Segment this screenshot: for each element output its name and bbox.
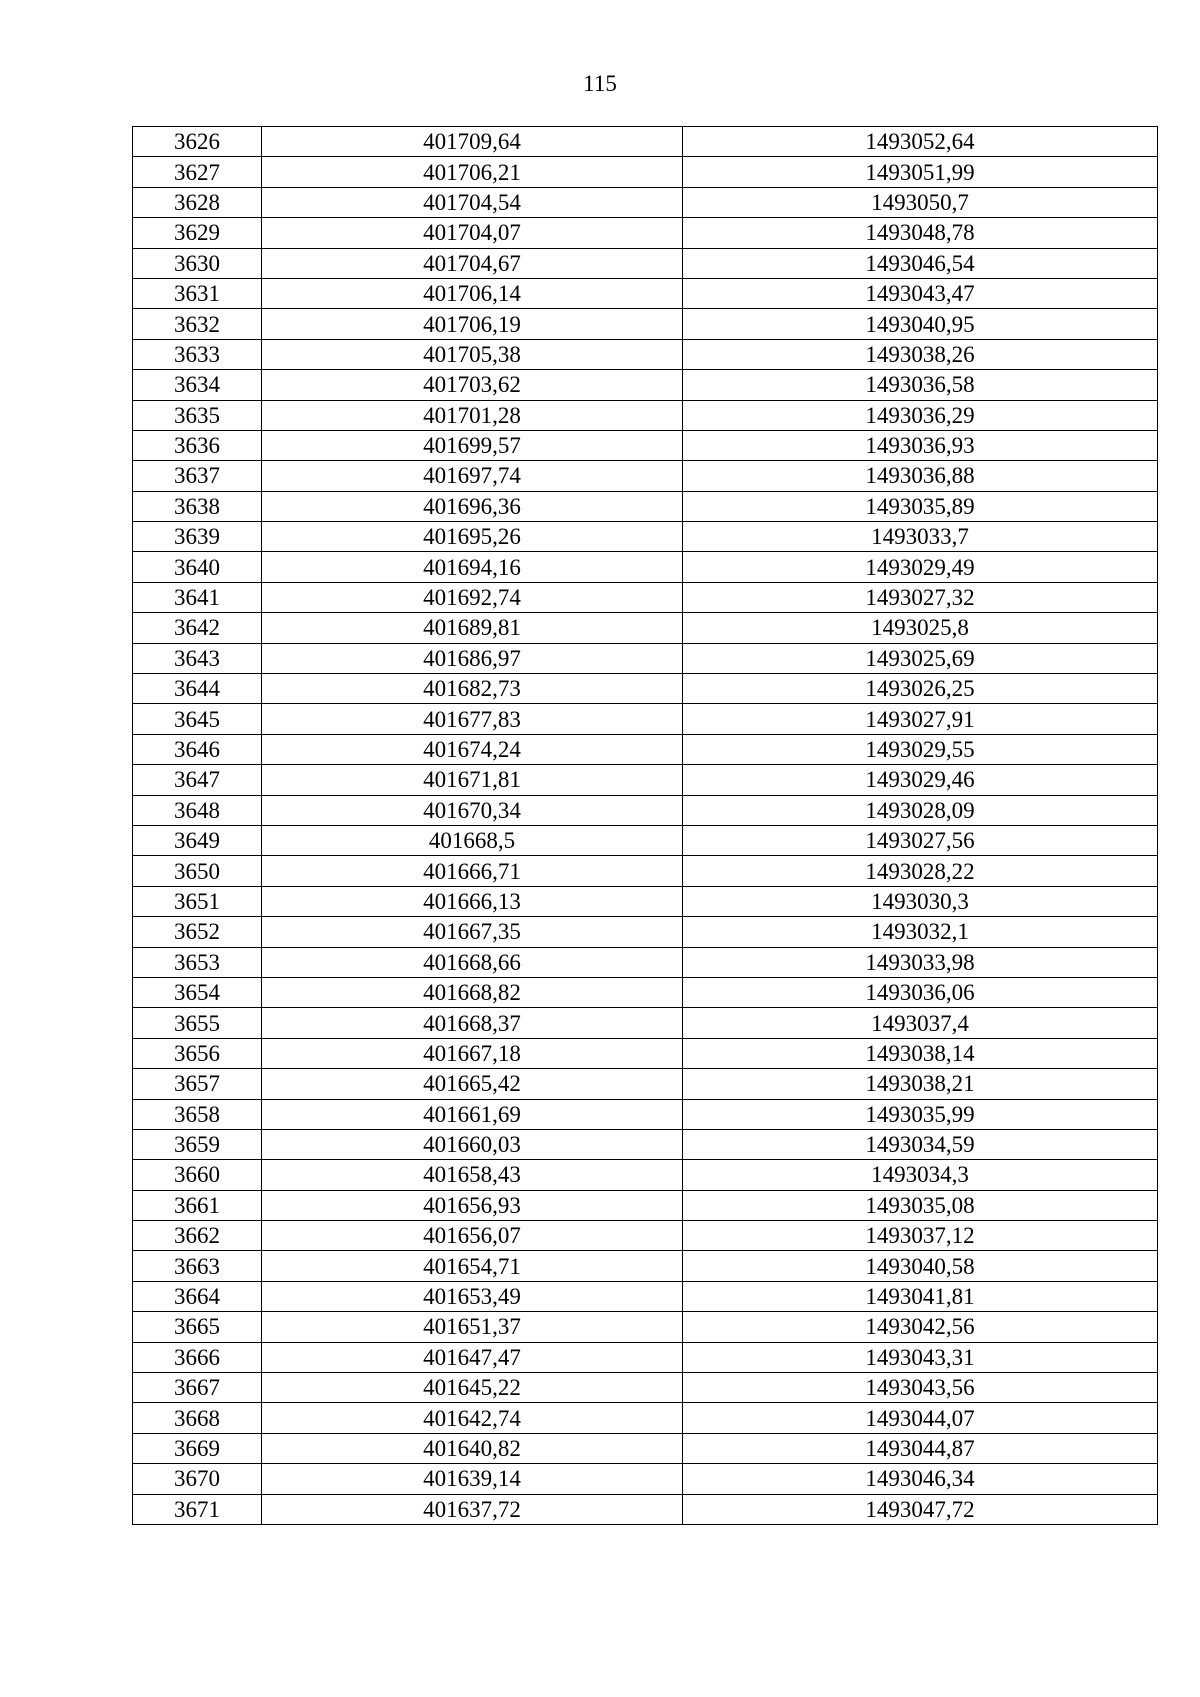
point-number-cell: 3640	[133, 552, 262, 582]
x-coordinate-cell: 401668,37	[262, 1008, 683, 1038]
x-coordinate-cell: 401651,37	[262, 1312, 683, 1342]
x-coordinate-cell: 401666,13	[262, 886, 683, 916]
point-number-cell: 3660	[133, 1160, 262, 1190]
x-coordinate-cell: 401654,71	[262, 1251, 683, 1281]
point-number-cell: 3631	[133, 278, 262, 308]
x-coordinate-cell: 401642,74	[262, 1403, 683, 1433]
point-number-cell: 3650	[133, 856, 262, 886]
table-row	[133, 1069, 1158, 1099]
point-number-cell: 3654	[133, 977, 262, 1007]
x-coordinate-cell: 401656,07	[262, 1221, 683, 1251]
y-coordinate-cell: 1493032,1	[683, 917, 1158, 947]
x-coordinate-cell: 401701,28	[262, 400, 683, 430]
y-coordinate-cell: 1493026,25	[683, 674, 1158, 704]
point-number-cell: 3646	[133, 734, 262, 764]
y-coordinate-cell: 1493030,3	[683, 886, 1158, 916]
table-row	[133, 1008, 1158, 1038]
y-coordinate-cell: 1493047,72	[683, 1494, 1158, 1524]
point-number-cell: 3658	[133, 1099, 262, 1129]
y-coordinate-cell: 1493043,56	[683, 1373, 1158, 1403]
y-coordinate-cell: 1493036,93	[683, 430, 1158, 460]
x-coordinate-cell: 401667,18	[262, 1038, 683, 1068]
table-row	[133, 886, 1158, 916]
x-coordinate-cell: 401694,16	[262, 552, 683, 582]
point-number-cell: 3628	[133, 187, 262, 217]
table-row	[133, 1251, 1158, 1281]
x-coordinate-cell: 401696,36	[262, 491, 683, 521]
point-number-cell: 3649	[133, 825, 262, 855]
x-coordinate-cell: 401703,62	[262, 370, 683, 400]
table-row	[133, 704, 1158, 734]
x-coordinate-cell: 401645,22	[262, 1373, 683, 1403]
x-coordinate-cell: 401670,34	[262, 795, 683, 825]
table-row	[133, 522, 1158, 552]
point-number-cell: 3648	[133, 795, 262, 825]
table-row	[133, 613, 1158, 643]
point-number-cell: 3644	[133, 674, 262, 704]
y-coordinate-cell: 1493035,89	[683, 491, 1158, 521]
y-coordinate-cell: 1493033,7	[683, 522, 1158, 552]
y-coordinate-cell: 1493052,64	[683, 127, 1158, 157]
x-coordinate-cell: 401658,43	[262, 1160, 683, 1190]
y-coordinate-cell: 1493043,47	[683, 278, 1158, 308]
table-row	[133, 1494, 1158, 1524]
y-coordinate-cell: 1493044,87	[683, 1433, 1158, 1463]
table-row	[133, 400, 1158, 430]
y-coordinate-cell: 1493051,99	[683, 157, 1158, 187]
table-row	[133, 825, 1158, 855]
y-coordinate-cell: 1493042,56	[683, 1312, 1158, 1342]
point-number-cell: 3635	[133, 400, 262, 430]
point-number-cell: 3656	[133, 1038, 262, 1068]
y-coordinate-cell: 1493035,99	[683, 1099, 1158, 1129]
x-coordinate-cell: 401699,57	[262, 430, 683, 460]
x-coordinate-cell: 401706,19	[262, 309, 683, 339]
y-coordinate-cell: 1493034,59	[683, 1129, 1158, 1159]
y-coordinate-cell: 1493029,49	[683, 552, 1158, 582]
y-coordinate-cell: 1493044,07	[683, 1403, 1158, 1433]
point-number-cell: 3629	[133, 218, 262, 248]
point-number-cell: 3652	[133, 917, 262, 947]
x-coordinate-cell: 401689,81	[262, 613, 683, 643]
x-coordinate-cell: 401704,67	[262, 248, 683, 278]
x-coordinate-cell: 401704,07	[262, 218, 683, 248]
table-row	[133, 370, 1158, 400]
point-number-cell: 3655	[133, 1008, 262, 1038]
x-coordinate-cell: 401706,21	[262, 157, 683, 187]
x-coordinate-cell: 401668,66	[262, 947, 683, 977]
point-number-cell: 3657	[133, 1069, 262, 1099]
table-row	[133, 582, 1158, 612]
point-number-cell: 3632	[133, 309, 262, 339]
point-number-cell: 3647	[133, 765, 262, 795]
table-row	[133, 278, 1158, 308]
point-number-cell: 3665	[133, 1312, 262, 1342]
table-row	[133, 491, 1158, 521]
y-coordinate-cell: 1493038,26	[683, 339, 1158, 369]
table-row	[133, 187, 1158, 217]
table-row	[133, 430, 1158, 460]
table-row	[133, 1038, 1158, 1068]
point-number-cell: 3667	[133, 1373, 262, 1403]
x-coordinate-cell: 401647,47	[262, 1342, 683, 1372]
table-row	[133, 1129, 1158, 1159]
x-coordinate-cell: 401667,35	[262, 917, 683, 947]
point-number-cell: 3641	[133, 582, 262, 612]
x-coordinate-cell: 401709,64	[262, 127, 683, 157]
table-row	[133, 248, 1158, 278]
y-coordinate-cell: 1493034,3	[683, 1160, 1158, 1190]
x-coordinate-cell: 401671,81	[262, 765, 683, 795]
x-coordinate-cell: 401677,83	[262, 704, 683, 734]
point-number-cell: 3668	[133, 1403, 262, 1433]
x-coordinate-cell: 401704,54	[262, 187, 683, 217]
point-number-cell: 3627	[133, 157, 262, 187]
table-row	[133, 1342, 1158, 1372]
y-coordinate-cell: 1493037,4	[683, 1008, 1158, 1038]
y-coordinate-cell: 1493038,21	[683, 1069, 1158, 1099]
y-coordinate-cell: 1493040,95	[683, 309, 1158, 339]
y-coordinate-cell: 1493038,14	[683, 1038, 1158, 1068]
point-number-cell: 3663	[133, 1251, 262, 1281]
table-row	[133, 339, 1158, 369]
y-coordinate-cell: 1493025,8	[683, 613, 1158, 643]
point-number-cell: 3637	[133, 461, 262, 491]
x-coordinate-cell: 401668,82	[262, 977, 683, 1007]
table-row	[133, 127, 1158, 157]
point-number-cell: 3638	[133, 491, 262, 521]
point-number-cell: 3626	[133, 127, 262, 157]
x-coordinate-cell: 401697,74	[262, 461, 683, 491]
y-coordinate-cell: 1493041,81	[683, 1281, 1158, 1311]
table-row	[133, 1433, 1158, 1463]
x-coordinate-cell: 401661,69	[262, 1099, 683, 1129]
x-coordinate-cell: 401656,93	[262, 1190, 683, 1220]
point-number-cell: 3636	[133, 430, 262, 460]
coordinates-table-body	[133, 127, 1158, 1525]
table-row	[133, 461, 1158, 491]
table-row	[133, 1281, 1158, 1311]
x-coordinate-cell: 401695,26	[262, 522, 683, 552]
point-number-cell: 3642	[133, 613, 262, 643]
y-coordinate-cell: 1493040,58	[683, 1251, 1158, 1281]
table-row	[133, 977, 1158, 1007]
table-row	[133, 552, 1158, 582]
y-coordinate-cell: 1493027,32	[683, 582, 1158, 612]
x-coordinate-cell: 401660,03	[262, 1129, 683, 1159]
point-number-cell: 3659	[133, 1129, 262, 1159]
y-coordinate-cell: 1493027,91	[683, 704, 1158, 734]
point-number-cell: 3653	[133, 947, 262, 977]
y-coordinate-cell: 1493036,29	[683, 400, 1158, 430]
table-row	[133, 1160, 1158, 1190]
y-coordinate-cell: 1493028,09	[683, 795, 1158, 825]
point-number-cell: 3633	[133, 339, 262, 369]
y-coordinate-cell: 1493037,12	[683, 1221, 1158, 1251]
y-coordinate-cell: 1493043,31	[683, 1342, 1158, 1372]
x-coordinate-cell: 401637,72	[262, 1494, 683, 1524]
coordinates-table	[132, 126, 1158, 1525]
table-row	[133, 947, 1158, 977]
table-row	[133, 157, 1158, 187]
table-row	[133, 734, 1158, 764]
table-row	[133, 856, 1158, 886]
x-coordinate-cell: 401692,74	[262, 582, 683, 612]
point-number-cell: 3645	[133, 704, 262, 734]
table-row	[133, 1221, 1158, 1251]
table-row	[133, 674, 1158, 704]
y-coordinate-cell: 1493036,88	[683, 461, 1158, 491]
y-coordinate-cell: 1493046,34	[683, 1464, 1158, 1494]
y-coordinate-cell: 1493035,08	[683, 1190, 1158, 1220]
table-row	[133, 643, 1158, 673]
x-coordinate-cell: 401668,5	[262, 825, 683, 855]
point-number-cell: 3651	[133, 886, 262, 916]
y-coordinate-cell: 1493046,54	[683, 248, 1158, 278]
table-row	[133, 795, 1158, 825]
y-coordinate-cell: 1493027,56	[683, 825, 1158, 855]
page-number: 115	[583, 71, 617, 96]
table-row	[133, 917, 1158, 947]
y-coordinate-cell: 1493048,78	[683, 218, 1158, 248]
x-coordinate-cell: 401640,82	[262, 1433, 683, 1463]
x-coordinate-cell: 401686,97	[262, 643, 683, 673]
point-number-cell: 3634	[133, 370, 262, 400]
point-number-cell: 3664	[133, 1281, 262, 1311]
table-row	[133, 309, 1158, 339]
x-coordinate-cell: 401665,42	[262, 1069, 683, 1099]
y-coordinate-cell: 1493036,06	[683, 977, 1158, 1007]
x-coordinate-cell: 401706,14	[262, 278, 683, 308]
y-coordinate-cell: 1493029,46	[683, 765, 1158, 795]
point-number-cell: 3669	[133, 1433, 262, 1463]
table-row	[133, 765, 1158, 795]
x-coordinate-cell: 401666,71	[262, 856, 683, 886]
x-coordinate-cell: 401674,24	[262, 734, 683, 764]
y-coordinate-cell: 1493033,98	[683, 947, 1158, 977]
point-number-cell: 3671	[133, 1494, 262, 1524]
table-row	[133, 1373, 1158, 1403]
point-number-cell: 3662	[133, 1221, 262, 1251]
y-coordinate-cell: 1493025,69	[683, 643, 1158, 673]
point-number-cell: 3666	[133, 1342, 262, 1372]
y-coordinate-cell: 1493036,58	[683, 370, 1158, 400]
point-number-cell: 3639	[133, 522, 262, 552]
point-number-cell: 3661	[133, 1190, 262, 1220]
y-coordinate-cell: 1493028,22	[683, 856, 1158, 886]
table-row	[133, 1464, 1158, 1494]
table-row	[133, 1312, 1158, 1342]
y-coordinate-cell: 1493050,7	[683, 187, 1158, 217]
table-row	[133, 1190, 1158, 1220]
table-row	[133, 218, 1158, 248]
point-number-cell: 3643	[133, 643, 262, 673]
x-coordinate-cell: 401639,14	[262, 1464, 683, 1494]
x-coordinate-cell: 401682,73	[262, 674, 683, 704]
table-row	[133, 1099, 1158, 1129]
point-number-cell: 3630	[133, 248, 262, 278]
x-coordinate-cell: 401653,49	[262, 1281, 683, 1311]
x-coordinate-cell: 401705,38	[262, 339, 683, 369]
point-number-cell: 3670	[133, 1464, 262, 1494]
table-row	[133, 1403, 1158, 1433]
y-coordinate-cell: 1493029,55	[683, 734, 1158, 764]
